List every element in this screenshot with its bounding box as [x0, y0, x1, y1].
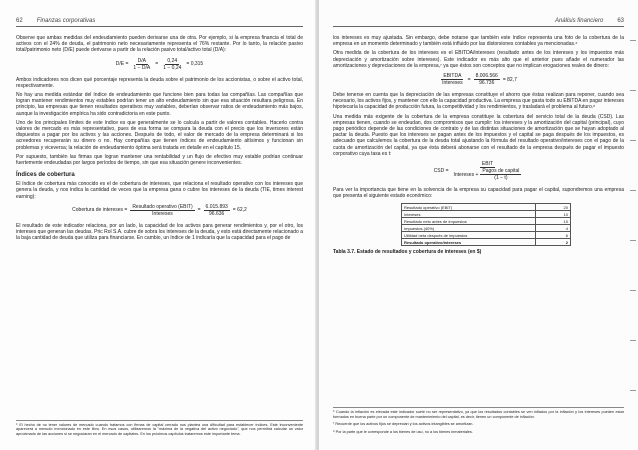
right-page	[319, 0, 638, 450]
edge-mark	[630, 340, 636, 341]
table-row	[402, 232, 571, 239]
footnote: ⁶ El hecho de no tener valores de mercado cuando tratamos con firmas de capital cerrado nos plantea una dificultad para establecer índices. Este inconveniente aparecerá a menudo mencionado en este libro. En esos casos, utilizaremos la "máxima de la negativa del activo negociado", que nos permitirá calcular un valor aproximado de las acciones si se negociaran en el mercado de capitales. En los próximos capítulos trataremos este importante tema.	[16, 422, 303, 437]
page-number: 63	[617, 18, 624, 24]
edge-mark	[630, 390, 636, 391]
paragraph: Para ver la importancia que tiene en la solvencia de la empresa su capacidad para pagar el capital, supondremos una empresa que presenta el siguiente estado económico:	[333, 187, 624, 200]
table-cell-value: 2	[536, 239, 571, 246]
fraction: $\frac{\text{EBITDA}}{\text{Intereses}}$	[442, 73, 463, 87]
paragraph: Otra medida de la cobertura de los intereses es el EBITDA/intereses (resultado antes de los intereses y los impuestos más depreciación y amortización sobre intereses). Este indicador es más alto que el anterior pues añade el numerador las amortizaciones y depreciaciones de la empresa,⁷ ya que éstos son conceptos que no implican erogaciones reales de dinero:	[333, 50, 624, 69]
formula-result: = 0,315	[186, 61, 204, 68]
paragraph: No hay una medida estándar del índice de endeudamiento que funcione bien para todas las compañías. Las compañías que logran mantener rendimientos muy estables podrían tener un alto endeudamiento sin que esa situación resultara peligrosa. En principio, las empresas que tienen resultados operativos muy variables, deberían observar ratios de endeudamiento más bajos, aunque la investigación empírica ha sido contradictoria en este punto.	[16, 92, 303, 117]
table-cell-value: 10	[536, 211, 571, 218]
fraction: $\frac{D/A}{1 - D/A}$	[133, 57, 151, 71]
footnote: ⁸ Por la parte que le corresponde a los bienes de uso, no a los bienes inmateriales.	[333, 430, 473, 435]
footnote: ⁷ Recuerde que los activos fijos se deprecian y los activos intangibles se amortizan.	[333, 422, 474, 427]
table-cell-label: Intereses	[402, 211, 536, 218]
fraction: $\frac{6.015.893}{96.636}$	[205, 203, 228, 217]
formula-cobertura: Cobertura de intereses = $\frac{\text{Resultado operativo (EBIT)}}{\text{Intereses}}$ = $\frac{6.015.893}{96.636}$ = 62,2	[72, 203, 247, 217]
paragraph: los intereses es muy ajustada. Sin embargo, debe notarse que también este índice representa una foto de la cobertura de la empresa en un momento determinado y también está influido por las distorsiones contables ya mencionadas.⁶	[333, 35, 624, 48]
page-header	[333, 18, 624, 27]
table-row	[402, 225, 571, 232]
fraction: $\frac{\text{Resultado operativo (EBIT)}}{\text{Intereses}}$	[132, 203, 193, 217]
paragraph: El índice de cobertura más conocido es el de cobertura de intereses, que relaciona el resultado operativo con los intereses que genera la deuda, y nos indica la cantidad de veces que la empresa gana o cubre los intereses de la deuda (TIE, times interest earning):	[16, 181, 303, 200]
table-row	[402, 211, 571, 218]
section-heading: Índices de cobertura	[16, 172, 75, 179]
formula-lhs: Cobertura de intereses =	[72, 207, 128, 214]
paragraph: El resultado de este indicador relaciona, por un lado, la capacidad de los activos para generar rendimientos y, por el otro, los intereses que generan las deudas. Pric Rol S.A. cubre de sobra los intereses de la deuda, y esto está directamente relacionado a la baja cantidad de deuda que utiliza para financiarse. En cambio, un índice de 1 indicaría que la capacidad para el pago de	[16, 222, 303, 242]
running-title: Análisis financiero	[554, 18, 604, 24]
paragraph: Observe que ambas medidas del endeudamiento pueden derivarse una de otra. Por ejemplo, si la empresa financia el total de activos con el 24% de deuda, el patrimonio neto necesariamente representa el 76% restante. Por lo tanto, la relación pasivo total/patrimonio neto (D/E) puede derivarse a partir de la relación pasivo total/activo total (D/A):	[16, 35, 303, 54]
fraction: $\frac{8.006.566}{96.736}$	[475, 73, 498, 87]
footnote: ⁶ Cuando la inflación es elevada este indicador suele no ser representativo, ya que los resultados contables se ven inflados por la inflación y los intereses pueden estar formados en buena parte por un componente de mantenimiento del capital, es decir, tienen un componente de inflación.	[333, 409, 624, 419]
fraction: $\frac{0,24}{1 - 0,24}$	[163, 57, 182, 71]
running-title: Finanzas corporativas	[36, 18, 96, 24]
table-cell-value: 6	[536, 232, 571, 239]
edge-mark	[630, 190, 636, 191]
formula-result: = 62,2	[232, 207, 247, 214]
table-cell-label: Impuestos (40%)	[402, 225, 536, 232]
paragraph: Una medida más exigente de la cobertura de la empresa constituye la cobertura del servicio total de la deuda (CSD). Las empresas tienen, cuando se endeudan, dos compromisos que cumplir: los intereses y la amortización del capital (principal), cuyo pago periódico depende de las condiciones de contrato y de las distintas situaciones de amortización que se hayan adoptado al pactar la deuda. Puesto que los intereses se pagan antes de los impuestos y el capital se paga después de los impuestos, es adecuado que calculemos la cobertura de la deuda total ajustando la fórmula del resultado operativo/intereses con el pago de la cuota de amortización del capital, ya que ésta deberá abonarse con el resultado de la empresa después de pagar el impuesto corporativo cuya tasa es t:	[333, 113, 624, 157]
formula-de: D/E = $\frac{D/A}{1 - D/A}$ = $\frac{0,24}{1 - 0,24}$ = 0,315	[115, 57, 204, 71]
formula-csd	[333, 161, 624, 181]
income-statement-table	[401, 203, 571, 246]
table-cell-label: Resultado operativo/intereses	[402, 239, 536, 246]
footnotes	[16, 420, 303, 440]
table-row	[402, 204, 571, 211]
fraction: EBIT Intereses + $\frac{\text{Pagos de capital}}{(1 - t)}$	[453, 161, 520, 182]
table-cell-value: 10	[536, 218, 571, 225]
left-page	[0, 0, 317, 450]
formula-lhs: CSD =	[433, 168, 449, 175]
footnotes	[333, 407, 624, 438]
edge-mark	[630, 40, 636, 41]
formula-lhs: D/E =	[115, 61, 129, 68]
table-caption: Tabla 3.7. Estado de resultados y cobertura de intereses (en $)	[333, 249, 482, 256]
page-header	[16, 18, 303, 27]
table-cell-label: Resultado operativo (EBIT)	[402, 204, 536, 211]
table-cell-value: 20	[536, 204, 571, 211]
edge-mark	[630, 240, 636, 241]
table-row	[402, 239, 571, 246]
formula-result: = 82,7	[502, 76, 517, 83]
page-number: 62	[16, 18, 23, 24]
table-row	[402, 218, 571, 225]
table-cell-label: Resultado neto antes de impuestos	[402, 218, 536, 225]
paragraph: Uno de los principales límites de este índice es que generalmente se lo calcula a partir de valores contables. Hacerlo contra valores de mercado es más representativo, pues de esa forma se compara la deuda con el precio que los inversores están dispuestos a pagar por los activos y las acciones. Después de todo, el valor de mercado de la empresa determinará si los acreedores recuperarán su dinero o no. Hay compañías que tienen índices de endeudamiento altísimos y funcionan sin problemas y viceversa; la relación de endeudamiento óptima será tratada en detalle en el capítulo 15.	[16, 119, 303, 151]
table-cell-label: Utilidad neta después de impuestos	[402, 232, 536, 239]
paragraph: Ambos indicadores nos dicen qué porcentaje representa la deuda sobre el patrimonio de los accionistas, o sobre el activo total, respectivamente.	[16, 76, 303, 89]
paragraph: Debe tenerse en cuenta que la depreciación de las empresas constituye el ahorro que éstas realizan para reponer, cuando sea necesario, los activos fijos, y mantener con ello la capacidad productiva. La empresa que gasta todo su EBITDA en pagar intereses hipotecaría la capacidad de producción futura, la competitividad y los rendimientos, y trasladará el problema al futuro.⁸	[333, 92, 624, 111]
formula-ebitda: $\frac{\text{EBITDA}}{\text{Intereses}}$ = $\frac{8.006.566}{96.736}$ = 82,7	[442, 73, 517, 87]
edge-mark	[630, 290, 636, 291]
table-cell-value: 4	[536, 225, 571, 232]
edge-mark	[630, 140, 636, 141]
paragraph: Por supuesto, también las firmas que logran mantener una rentabilidad y un flujo de efectivo muy estable podrían continuar fuertemente endeudadas por largos períodos de tiempo, sin que esa situación genere inconvenientes.	[16, 153, 303, 167]
edge-mark	[630, 90, 636, 91]
